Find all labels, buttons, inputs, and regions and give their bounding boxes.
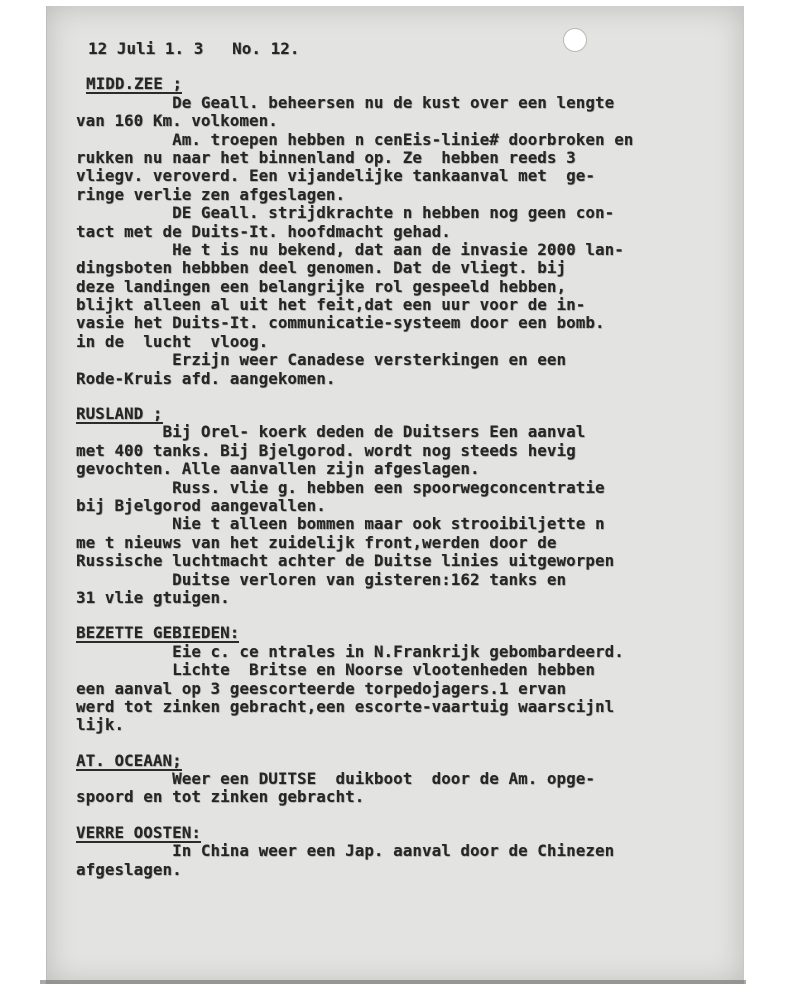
text-line: deze landingen een belangrijke rol gespeeld hebben, [76, 276, 567, 296]
text-line: Am. troepen hebben n cenEis-linie# doorbroken en [76, 129, 634, 149]
section-heading-rusland: RUSLAND ; [76, 404, 163, 424]
text-line: Russ. vlie g. hebben een spoorwegconcentratie [76, 477, 605, 497]
text-line: met 400 tanks. Bij Bjelgorod. wordt nog steeds hevig [76, 440, 576, 460]
text-line: Eie c. ce ntrales in N.Frankrijk gebombardeerd. [76, 641, 624, 661]
text-line: spoord en tot zinken gebracht. [76, 787, 365, 807]
text-line: lijk. [76, 715, 125, 735]
text-line: me t nieuws van het zuidelijk front,werden door de [76, 532, 557, 552]
text-line: He t is nu bekend, dat aan de invasie 2000 lan- [76, 239, 624, 259]
section-heading-at-oceaan: AT. OCEAAN; [76, 750, 182, 770]
text-line: blijkt alleen al uit het feit,dat een uur voor de in- [76, 295, 586, 315]
text-line: afgeslagen. [76, 859, 182, 879]
text-line: gevochten. Alle aanvallen zijn afgeslagen. [76, 459, 480, 479]
text-line: Erzijn weer Canadese versterkingen en een [76, 350, 567, 370]
text-line: DE Geall. strijdkrachte n hebben nog geen con- [76, 203, 615, 223]
text-line: werd tot zinken gebracht,een escorte-vaartuig waarscijnl [76, 696, 615, 716]
section-heading-bezette-gebieden: BEZETTE GEBIEDEN: [76, 623, 240, 643]
text-line: Nie t alleen bommen maar ook strooibiljette n [76, 514, 605, 534]
text-line: ringe verlie zen afgeslagen. [76, 184, 346, 204]
text-line: 31 vlie gtuigen. [76, 587, 230, 607]
text-line: dingsboten hebbben deel genomen. Dat de vliegt. bij [76, 258, 567, 278]
text-line: bij Bjelgorod aangevallen. [76, 495, 326, 515]
text-line: tact met de Duits-It. hoofdmacht gehad. [76, 221, 451, 241]
text-line: In China weer een Jap. aanval door de Chinezen [76, 841, 615, 861]
text-line: vasie het Duits-It. communicatie-systeem door een bomb. [76, 313, 605, 333]
text-line: Lichte Britse en Noorse vlootenheden hebben [76, 660, 595, 680]
text-line: Rode-Kruis afd. aangekomen. [76, 368, 336, 388]
scan-bottom-edge [40, 980, 746, 984]
bulletin-header: 12 Juli 1. 3 No. 12. [88, 39, 300, 58]
text-line: Weer een DUITSE duikboot door de Am. opge- [76, 769, 595, 789]
text-line: een aanval op 3 geescorteerde torpedojagers.1 ervan [76, 678, 567, 698]
text-line: Duitse verloren van gisteren:162 tanks en [76, 569, 567, 589]
text-line: in de lucht vloog. [76, 331, 269, 351]
text-line: rukken nu naar het binnenland op. Ze hebben reeds 3 [76, 147, 576, 167]
text-line: Bij Orel- koerk deden de Duitsers Een aanval [76, 422, 586, 442]
text-line: van 160 Km. volkomen. [76, 111, 278, 131]
section-heading-verre-oosten: VERRE OOSTEN: [76, 822, 201, 842]
text-line: vliegv. veroverd. Een vijandelijke tankaanval met ge- [76, 166, 595, 186]
typed-bulletin [76, 40, 740, 879]
text-line: De Geall. beheersen nu de kust over een lengte [76, 92, 615, 112]
section-heading-midd-zee: MIDD.ZEE ; [86, 74, 183, 94]
text-line: Russische luchtmacht achter de Duitse linies uitgeworpen [76, 551, 615, 571]
